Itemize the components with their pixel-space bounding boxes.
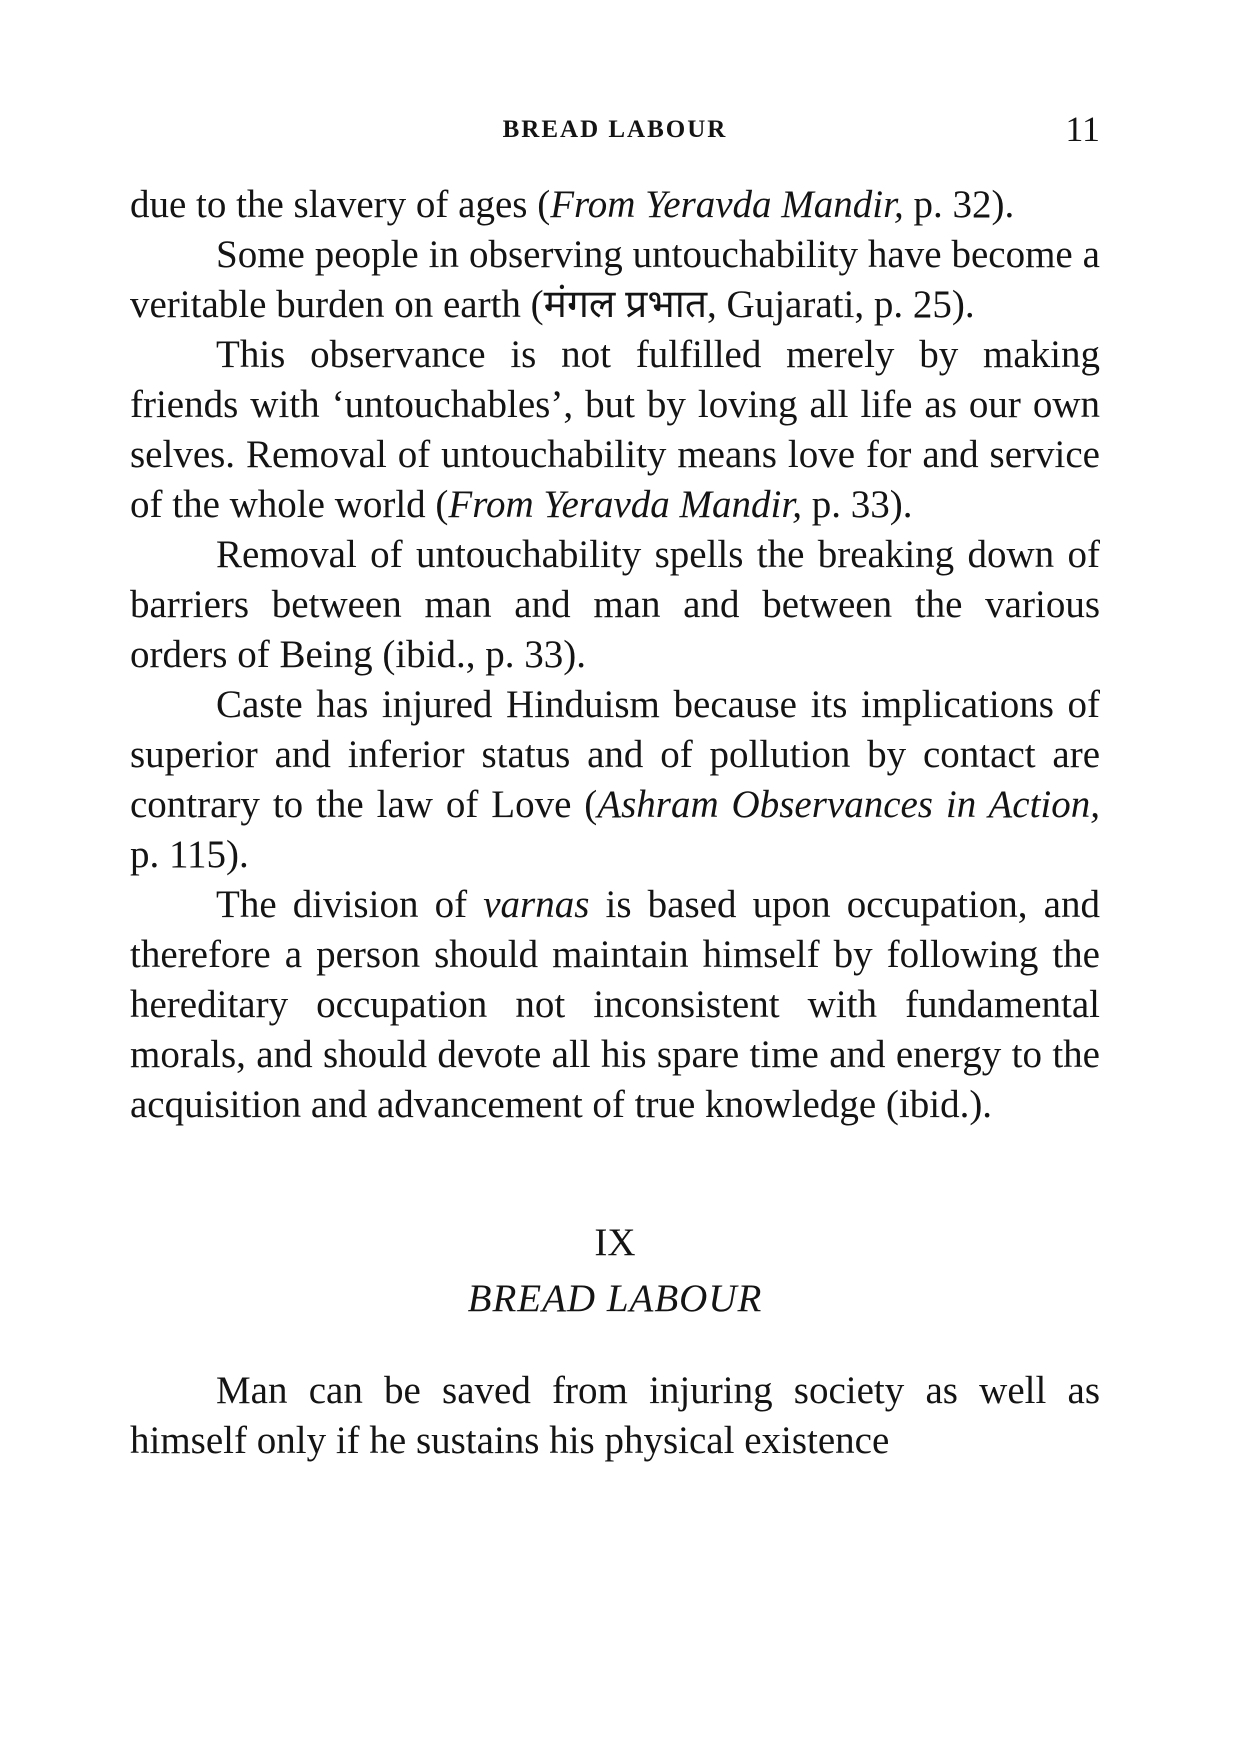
paragraph-text: p. 33). [801,483,913,526]
book-title-italic: From Yeravda Mandir, [448,483,802,526]
book-title-italic: From Yeravda Mandir, [550,183,904,226]
running-title: BREAD LABOUR [502,116,728,143]
section-paragraph: Man can be saved from injuring society as well as himself only if he sustains his physical existence [130,1369,1100,1462]
paragraph [130,530,1100,680]
paragraph [130,180,1100,230]
paragraph-text: This observance is not fulfilled merely by making friends with ‘untouchables’, but by loving all life as our own selves. Removal of untouchability means love for and service of the whole world ( [130,333,1100,526]
paragraph-text: p. 115). [130,833,249,876]
page-body [130,180,1100,1466]
book-title-italic: Ashram Observances in Action, [597,783,1100,826]
running-head [130,108,1100,148]
paragraph-text: p. 32). [903,183,1015,226]
term-italic: varnas [483,883,590,926]
paragraph [130,230,1100,330]
paragraph-text: Removal of untouchability spells the breaking down of barriers between man and man and between the various orders of Being (ibid., p. 33). [130,533,1100,676]
paragraph [130,330,1100,530]
paragraph-text: The division of [216,883,484,926]
paragraph [130,880,1100,1130]
paragraph-text: Some people in observing untouchability have become a veritable burden on earth (मंगल प्रभात, Gujarati, p. 25). [130,233,1100,326]
section-title: BREAD LABOUR [467,1277,763,1320]
paragraph [130,680,1100,880]
paragraph-text: due to the slavery of ages ( [130,183,551,226]
paragraph-text: is based upon occupation, and therefore a person should maintain himself by following the hereditary occupation not inconsistent with fundamental morals, and should devote all his spare time and energy to the acquisition and advancement of true knowledge (ibid.). [130,883,1100,1126]
paragraph-text: Caste has injured Hinduism because its implications of superior and inferior status and of pollution by contact are contrary to the law of Love ( [130,683,1100,826]
section-number: IX [594,1221,636,1264]
page-number: 11 [1065,109,1100,149]
